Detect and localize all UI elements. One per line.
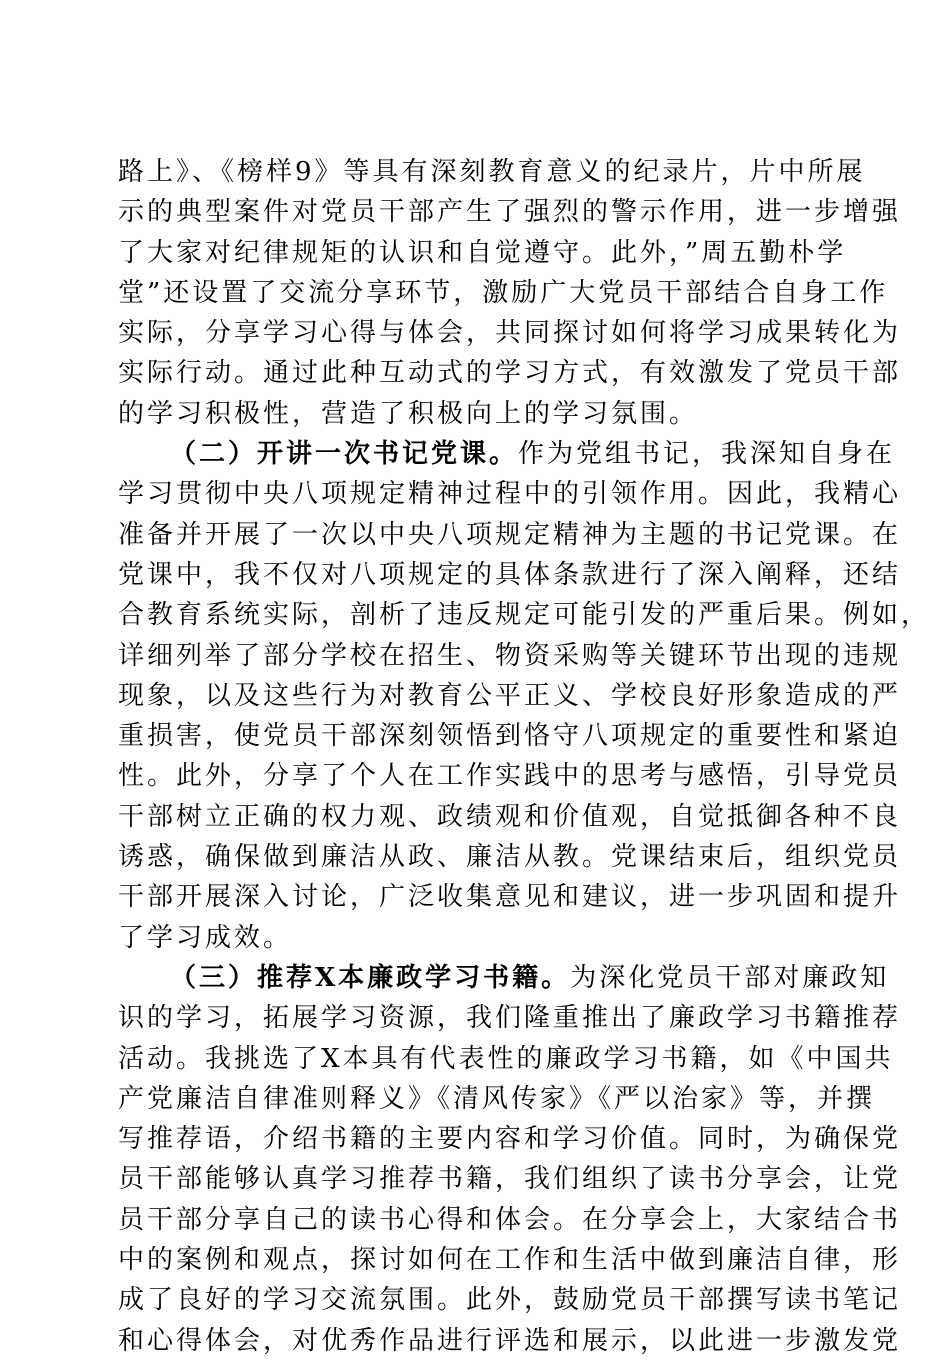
- text-line: 详细列举了部分学校在招生、物资采购等关键环节出现的违规: [118, 640, 902, 671]
- text-line: 干部开展深入讨论，广泛收集意见和建议，进一步巩固和提升: [118, 882, 902, 913]
- section-heading-line: [118, 958, 890, 998]
- text-line: 党课中，我不仅对八项规定的具体条款进行了深入阐释，还结: [118, 559, 902, 590]
- text-line: 现象，以及这些行为对教育公平正义、学校良好形象造成的严: [118, 680, 902, 711]
- text-line: 性。此外，分享了个人在工作实践中的思考与感悟，引导党员: [118, 761, 902, 792]
- text-line: 路上》、《榜样9》等具有深刻教育意义的纪录片，片中所展: [118, 157, 866, 187]
- text-line: 员干部分享自己的读书心得和体会。在分享会上，大家结合书: [118, 1204, 902, 1235]
- text-line: 了学习成效。: [118, 922, 293, 953]
- text-line: 产党廉洁自律准则释义》《清风传家》《严以治家》等，并撰: [118, 1083, 876, 1114]
- text-line: 重损害，使党员干部深刻领悟到恪守八项规定的重要性和紧迫: [118, 721, 902, 752]
- text-line: 堂”还设置了交流分享环节，激励广大党员干部结合自身工作: [118, 277, 889, 308]
- text-line: 活动。我挑选了X本具有代表性的廉政学习书籍，如《中国共: [118, 1043, 894, 1074]
- text-line: 写推荐语，介绍书籍的主要内容和学习价值。同时，为确保党: [118, 1124, 902, 1155]
- heading-line-text: 作为党组书记，我深知自身在: [518, 439, 896, 470]
- text-line: 实际行动。通过此种互动式的学习方式，有效激发了党员干部: [118, 358, 902, 389]
- text-line: 学习贯彻中央八项规定精神过程中的引领作用。因此，我精心: [118, 479, 902, 510]
- text-line: 识的学习，拓展学习资源，我们隆重推出了廉政学习书籍推荐: [118, 1003, 902, 1034]
- text-line: 中的案例和观点，探讨如何在工作和生活中做到廉洁自律，形: [118, 1245, 902, 1276]
- text-line: 成了良好的学习交流氛围。此外，鼓励党员干部撰写读书笔记: [118, 1285, 902, 1316]
- text-line: 了大家对纪律规矩的认识和自觉遵守。此外，”周五勤朴学: [118, 237, 847, 268]
- text-line: 员干部能够认真学习推荐书籍，我们组织了读书分享会，让党: [118, 1164, 902, 1195]
- body-text: [118, 152, 931, 1361]
- text-line: 准备并开展了一次以中央八项规定精神为主题的书记党课。在: [118, 519, 902, 550]
- section-heading: （三）推荐X本廉政学习书籍。: [170, 962, 571, 993]
- section-heading-line: [118, 434, 896, 474]
- text-line: 诱惑，确保做到廉洁从政、廉洁从教。党课结束后，组织党员: [118, 842, 902, 873]
- text-line: 合教育系统实际，剖析了违反规定可能引发的严重后果。例如，: [118, 600, 931, 631]
- text-line: 示的典型案件对党员干部产生了强烈的警示作用，进一步增强: [118, 197, 902, 228]
- text-line: 实际，分享学习心得与体会，共同探讨如何将学习成果转化为: [118, 318, 902, 349]
- section-heading: （二）开讲一次书记党课。: [170, 439, 519, 470]
- heading-line-text: 为深化党员干部对廉政知: [570, 962, 890, 993]
- text-line: 的学习积极性，营造了积极向上的学习氛围。: [118, 398, 699, 429]
- text-line: 和心得体会，对优秀作品进行评选和展示，以此进一步激发党: [118, 1325, 902, 1356]
- text-line: 干部树立正确的权力观、政绩观和价值观，自觉抵御各种不良: [118, 801, 902, 832]
